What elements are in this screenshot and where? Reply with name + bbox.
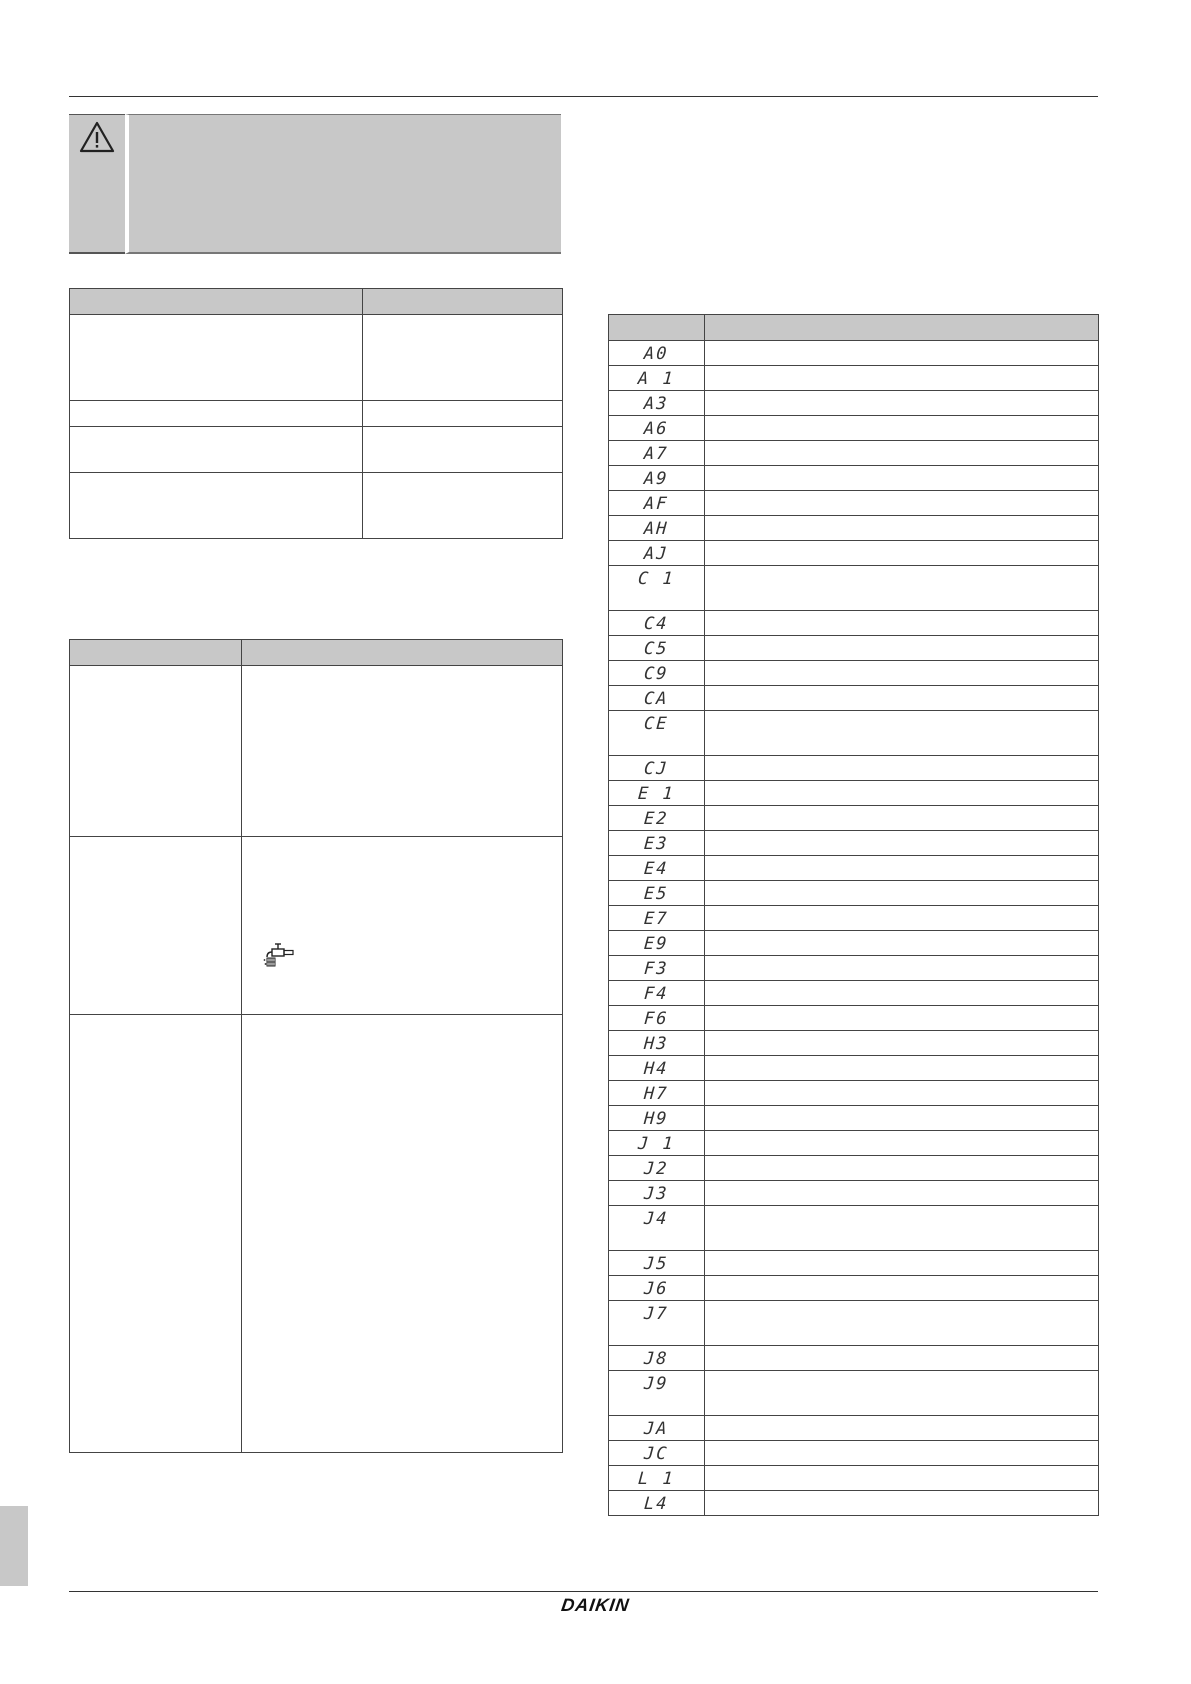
error-code: CA: [643, 689, 670, 709]
error-description-cell: [705, 881, 1099, 906]
error-code: C 1: [637, 569, 676, 589]
error-code: AH: [643, 519, 670, 539]
error-code: E3: [643, 834, 670, 854]
error-code: H4: [643, 1059, 670, 1079]
error-code-cell: [609, 1371, 705, 1416]
table-row: [70, 427, 563, 473]
table-row: [609, 541, 1099, 566]
error-code-cell: [609, 391, 705, 416]
error-description-cell: [705, 661, 1099, 686]
table-row: [609, 661, 1099, 686]
error-description-cell: [705, 806, 1099, 831]
error-description-cell: [705, 441, 1099, 466]
table-row: [70, 315, 563, 401]
error-code: H9: [643, 1109, 670, 1129]
error-description-cell: [705, 906, 1099, 931]
error-description-cell: [705, 981, 1099, 1006]
error-code: A9: [643, 469, 670, 489]
error-description-cell: [705, 686, 1099, 711]
error-description-cell: [705, 1181, 1099, 1206]
error-code-cell: [609, 441, 705, 466]
error-code: F3: [643, 959, 670, 979]
error-description-cell: [705, 416, 1099, 441]
error-description-cell: [705, 1466, 1099, 1491]
error-description-cell: [705, 1006, 1099, 1031]
error-code: A 1: [637, 369, 676, 389]
table-header-row: [70, 640, 563, 666]
error-description-cell: [705, 1131, 1099, 1156]
header-rule: [69, 96, 1098, 97]
table-row: [70, 1015, 563, 1453]
table-row: [609, 856, 1099, 881]
table-row: [609, 981, 1099, 1006]
table-row: [70, 401, 563, 427]
error-code-cell: [609, 1491, 705, 1516]
error-code-cell: [609, 711, 705, 756]
daikin-logo: DAIKIN: [560, 1595, 631, 1615]
table-row: [609, 566, 1099, 611]
error-code-cell: [609, 516, 705, 541]
error-code: H7: [643, 1084, 670, 1104]
error-code: C9: [643, 664, 670, 684]
error-description-cell: [705, 1156, 1099, 1181]
error-code-cell: [609, 1056, 705, 1081]
error-code: E7: [643, 909, 670, 929]
error-code: JC: [643, 1444, 670, 1464]
table-row: [609, 466, 1099, 491]
error-code-cell: [609, 1251, 705, 1276]
error-description-cell: [705, 1491, 1099, 1516]
table-row: [609, 1251, 1099, 1276]
warning-text-area: [125, 114, 561, 254]
table-row: [609, 516, 1099, 541]
table-row: [609, 1466, 1099, 1491]
error-code-cell: [609, 756, 705, 781]
error-code-cell: [609, 856, 705, 881]
table-row: [609, 416, 1099, 441]
error-description-cell: [705, 636, 1099, 661]
column-header: [705, 315, 1099, 341]
error-code-cell: [609, 1206, 705, 1251]
table-row: [609, 831, 1099, 856]
error-code-cell: [609, 956, 705, 981]
table-row: [609, 781, 1099, 806]
error-description-cell: [705, 711, 1099, 756]
table-row: [609, 1371, 1099, 1416]
error-description-cell: [705, 756, 1099, 781]
error-code-cell: [609, 1276, 705, 1301]
column-header: [363, 289, 563, 315]
table-row: [609, 881, 1099, 906]
table-header-row: [70, 289, 563, 315]
table-row: [609, 1301, 1099, 1346]
column-header: [70, 640, 242, 666]
table-row: [70, 837, 563, 1015]
error-code: A3: [643, 394, 670, 414]
error-code-cell: [609, 686, 705, 711]
column-header: [70, 289, 363, 315]
column-header: [242, 640, 563, 666]
error-description-cell: [705, 1346, 1099, 1371]
error-description-cell: [705, 1371, 1099, 1416]
error-code-cell: [609, 611, 705, 636]
error-code-cell: [609, 1156, 705, 1181]
error-code: J8: [643, 1349, 670, 1369]
error-code: E2: [643, 809, 670, 829]
table-row: [609, 441, 1099, 466]
error-code: J7: [643, 1304, 670, 1324]
error-code: C5: [643, 639, 670, 659]
error-description-cell: [705, 541, 1099, 566]
error-code-cell: [609, 981, 705, 1006]
error-code-table: [608, 314, 1099, 1516]
error-code-cell: [609, 1006, 705, 1031]
table-row: [609, 906, 1099, 931]
error-code-cell: [609, 831, 705, 856]
error-code-cell: [609, 541, 705, 566]
error-code: J6: [643, 1279, 670, 1299]
error-code: L 1: [637, 1469, 676, 1489]
error-code-cell: [609, 491, 705, 516]
error-code-cell: [609, 416, 705, 441]
error-code-cell: [609, 661, 705, 686]
error-code: F4: [643, 984, 670, 1004]
error-code: J9: [643, 1374, 670, 1394]
table-row: [609, 1006, 1099, 1031]
error-code-cell: [609, 806, 705, 831]
error-description-cell: [705, 611, 1099, 636]
error-code: J5: [643, 1254, 670, 1274]
table-row: [609, 1276, 1099, 1301]
table-row: [609, 1491, 1099, 1516]
error-description-cell: [705, 956, 1099, 981]
warning-box: [69, 114, 561, 254]
error-code-cell: [609, 1301, 705, 1346]
error-description-cell: [705, 366, 1099, 391]
error-description-cell: [705, 1441, 1099, 1466]
error-description-cell: [705, 931, 1099, 956]
warning-triangle-icon: [79, 121, 115, 153]
table-row: [609, 1131, 1099, 1156]
error-description-cell: [705, 1081, 1099, 1106]
error-code: J3: [643, 1184, 670, 1204]
error-code-cell: [609, 1106, 705, 1131]
column-header: [609, 315, 705, 341]
table-row: [609, 636, 1099, 661]
error-description-cell: [705, 466, 1099, 491]
procedure-table: [69, 639, 563, 1453]
table-row: [609, 491, 1099, 516]
error-code: CJ: [643, 759, 670, 779]
error-code: H3: [643, 1034, 670, 1054]
table-row: [609, 931, 1099, 956]
table-row: [609, 1156, 1099, 1181]
section-side-tab: [0, 1506, 28, 1586]
error-code-cell: [609, 1031, 705, 1056]
error-code-cell: [609, 1346, 705, 1371]
error-code: J 1: [637, 1134, 676, 1154]
table-row: [609, 1081, 1099, 1106]
error-description-cell: [705, 391, 1099, 416]
table-row: [609, 756, 1099, 781]
error-code: J4: [643, 1209, 670, 1229]
table-row: [609, 366, 1099, 391]
error-description-cell: [705, 1276, 1099, 1301]
table-row: [609, 1346, 1099, 1371]
faucet-icon: [263, 943, 295, 969]
error-code: F6: [643, 1009, 670, 1029]
error-description-cell: [705, 831, 1099, 856]
table-row: [609, 1416, 1099, 1441]
error-code-cell: [609, 781, 705, 806]
error-description-cell: [705, 1056, 1099, 1081]
error-code: E5: [643, 884, 670, 904]
error-description-cell: [705, 341, 1099, 366]
error-code: AJ: [643, 544, 670, 564]
error-code: E9: [643, 934, 670, 954]
table-row: [609, 391, 1099, 416]
table-row: [609, 611, 1099, 636]
table-row: [70, 473, 563, 539]
error-code-cell: [609, 1181, 705, 1206]
warning-icon-cell: [69, 114, 125, 254]
error-code-cell: [609, 636, 705, 661]
table-header-row: [609, 315, 1099, 341]
error-code: CE: [643, 714, 670, 734]
error-code: C4: [643, 614, 670, 634]
error-code: L4: [643, 1494, 670, 1514]
settings-table: [69, 288, 563, 539]
error-description-cell: [705, 1206, 1099, 1251]
table-row: [609, 806, 1099, 831]
error-code: A0: [643, 344, 670, 364]
table-row: [609, 711, 1099, 756]
error-description-cell: [705, 1106, 1099, 1131]
error-code-cell: [609, 341, 705, 366]
error-code: E 1: [637, 784, 676, 804]
error-code-cell: [609, 881, 705, 906]
error-code: J2: [643, 1159, 670, 1179]
error-code-cell: [609, 566, 705, 611]
table-row: [609, 1181, 1099, 1206]
error-code-cell: [609, 1081, 705, 1106]
error-code-cell: [609, 906, 705, 931]
error-description-cell: [705, 1031, 1099, 1056]
error-code-cell: [609, 1131, 705, 1156]
error-code-cell: [609, 1441, 705, 1466]
error-code-cell: [609, 366, 705, 391]
error-code-cell: [609, 931, 705, 956]
table-row: [609, 686, 1099, 711]
error-code: JA: [643, 1419, 670, 1439]
table-row: [609, 1031, 1099, 1056]
error-code-cell: [609, 1416, 705, 1441]
error-code: E4: [643, 859, 670, 879]
error-code: AF: [643, 494, 670, 514]
error-description-cell: [705, 1416, 1099, 1441]
error-description-cell: [705, 516, 1099, 541]
table-row: [70, 666, 563, 837]
error-code-cell: [609, 1466, 705, 1491]
error-description-cell: [705, 1301, 1099, 1346]
error-description-cell: [705, 1251, 1099, 1276]
error-description-cell: [705, 856, 1099, 881]
table-row: [609, 956, 1099, 981]
table-row: [609, 1441, 1099, 1466]
table-row: [609, 1206, 1099, 1251]
error-code: A7: [643, 444, 670, 464]
table-row: [609, 1056, 1099, 1081]
table-row: [609, 341, 1099, 366]
error-description-cell: [705, 781, 1099, 806]
error-code: A6: [643, 419, 670, 439]
error-description-cell: [705, 491, 1099, 516]
table-row: [609, 1106, 1099, 1131]
error-description-cell: [705, 566, 1099, 611]
error-code-cell: [609, 466, 705, 491]
